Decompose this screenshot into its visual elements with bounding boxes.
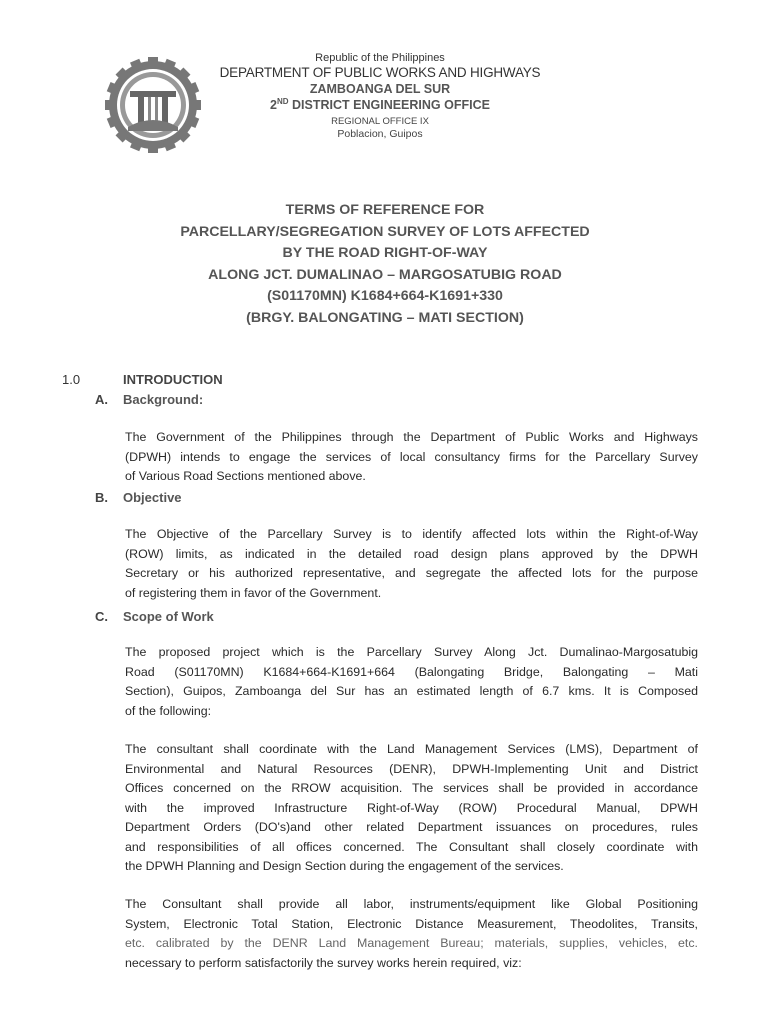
text-line: (DPWH) intends to engage the services of local consultancy firms for the Parcellary Survey bbox=[125, 449, 698, 464]
text-line: Section), Guipos, Zamboanga del Sur has an estimated length of 6.7 kms. It is Composed bbox=[125, 684, 698, 698]
text-line: the DPWH Planning and Design Section during the engagement of the services. bbox=[125, 859, 564, 873]
title-line: BY THE ROAD RIGHT-OF-WAY bbox=[282, 245, 488, 261]
text-line: of registering them in favor of the Government. bbox=[125, 585, 382, 600]
title-line: ALONG JCT. DUMALINAO – MARGOSATUBIG ROAD bbox=[208, 266, 562, 283]
text-line: Offices concerned on the RROW acquisition. The services shall be provided in accordance bbox=[125, 781, 698, 795]
text-line: The proposed project which is the Parcellary Survey Along Jct. Dumalinao-Margosatubig bbox=[125, 645, 698, 659]
text-line: Road (S01170MN) K1684+664-K1691+664 (Balongating Bridge, Balongating – Mati bbox=[125, 664, 698, 679]
text-line: of the following: bbox=[125, 703, 212, 718]
text-line: Environmental and Natural Resources (DENR), DPWH-Implementing Unit and District bbox=[125, 761, 698, 776]
text-line: Secretary or his authorized representative, and segregate the affected lots for the purpose bbox=[125, 566, 698, 580]
office-ordinal-suffix: ND bbox=[276, 97, 289, 106]
paragraph-objective bbox=[125, 525, 698, 603]
text-line: The Consultant shall provide all labor, instruments/equipment like Global Positioning bbox=[125, 897, 698, 911]
header-republic: Republic of the Philippines bbox=[315, 52, 445, 64]
title-line: PARCELLARY/SEGREGATION SURVEY OF LOTS AFFECTED bbox=[180, 223, 590, 240]
title-line: (S01170MN) K1684+664-K1691+330 bbox=[267, 288, 503, 304]
paragraph-scope-coordination bbox=[125, 740, 698, 877]
text-line: with the improved Infrastructure Right-of-Way (ROW) Procedural Manual, DPWH bbox=[125, 800, 698, 815]
subsection-title-background: Background: bbox=[123, 392, 204, 407]
subsection-title-objective: Objective bbox=[123, 490, 182, 505]
header-district-office bbox=[200, 97, 560, 112]
header-region: REGIONAL OFFICE IX bbox=[331, 116, 429, 127]
section-title: INTRODUCTION bbox=[123, 372, 223, 387]
header-town: Poblacion, Guipos bbox=[337, 128, 423, 140]
office-name: DISTRICT ENGINEERING OFFICE bbox=[288, 98, 490, 113]
subsection-letter-a: A. bbox=[95, 392, 108, 407]
text-line: necessary to perform satisfactorily the survey works herein required, viz: bbox=[125, 955, 522, 970]
header-department: DEPARTMENT OF PUBLIC WORKS AND HIGHWAYS bbox=[219, 65, 541, 80]
subsection-letter-b: B. bbox=[95, 490, 108, 505]
office-ordinal: 2 bbox=[270, 98, 277, 113]
paragraph-background bbox=[125, 428, 698, 487]
document-title bbox=[110, 200, 660, 329]
text-line: The Government of the Philippines through the Department of Public Works and Highways bbox=[125, 430, 698, 444]
text-line: (ROW) limits, as indicated in the detailed road design plans approved by the DPWH bbox=[125, 546, 698, 561]
title-line: TERMS OF REFERENCE FOR bbox=[285, 202, 485, 218]
header-province: ZAMBOANGA DEL SUR bbox=[309, 82, 451, 96]
text-line: Department Orders (DO's)and other related Department issuances on procedures, rules bbox=[125, 820, 698, 834]
text-line: The consultant shall coordinate with the Land Management Services (LMS), Department of bbox=[125, 742, 698, 756]
title-line: (BRGY. BALONGATING – MATI SECTION) bbox=[246, 309, 524, 326]
dpwh-seal-logo bbox=[100, 55, 206, 155]
text-line: System, Electronic Total Station, Electronic Distance Measurement, Theodolites, Transits, bbox=[125, 916, 698, 931]
text-line: of Various Road Sections mentioned above. bbox=[125, 469, 366, 483]
section-number: 1.0 bbox=[62, 372, 81, 387]
subsection-title-scope: Scope of Work bbox=[123, 609, 214, 624]
subsection-letter-c: C. bbox=[95, 609, 108, 624]
text-line: and responsibilities of all offices concerned. The Consultant shall closely coordinate with bbox=[125, 839, 698, 854]
text-line: The Objective of the Parcellary Survey is to identify affected lots within the Right-of-Way bbox=[125, 527, 698, 541]
paragraph-scope-project bbox=[125, 643, 698, 721]
text-line: etc. calibrated by the DENR Land Management Bureau; materials, supplies, vehicles, etc. bbox=[125, 936, 698, 950]
paragraph-scope-equipment bbox=[125, 895, 698, 973]
